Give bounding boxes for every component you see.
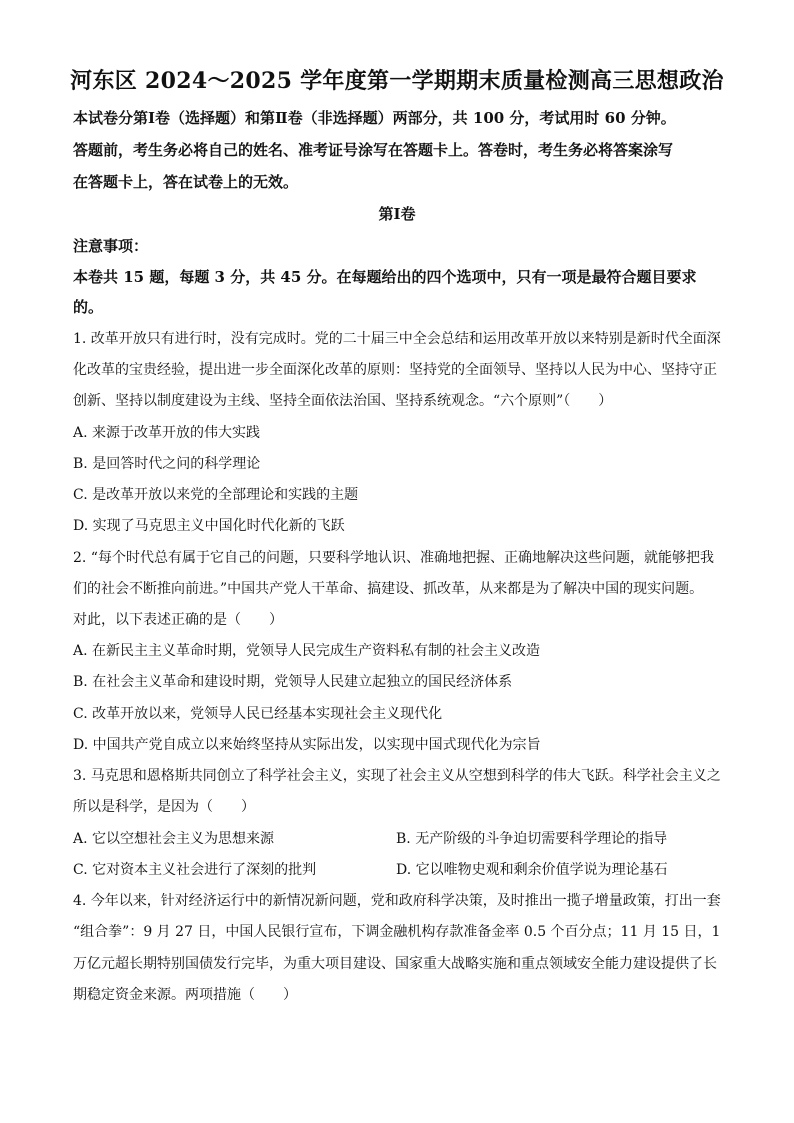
- q2-option-b: B. 在社会主义革命和建设时期，党领导人民建立起独立的国民经济体系: [73, 674, 513, 690]
- q2-option-a: A. 在新民主主义革命时期，党领导人民完成生产资料私有制的社会主义改造: [73, 643, 541, 659]
- q3-option-c: C. 它对资本主义社会进行了深刻的批判: [73, 862, 317, 878]
- q4-stem-line-4: 期稳定资金来源。两项措施（ ）: [73, 987, 297, 1003]
- q2-option-c: C. 改革开放以来，党领导人民已经基本实现社会主义现代化: [73, 706, 443, 722]
- q1-stem-line-2: 化改革的宝贵经验，提出进一步全面深化改革的原则：坚持党的全面领导、坚持以人民为中心、坚持守正: [73, 362, 717, 378]
- q1-option-a: A. 来源于改革开放的伟大实践: [73, 425, 261, 441]
- notice-heading: 注意事项：: [73, 237, 149, 255]
- q2-stem-line-3: 对此，以下表述正确的是（ ）: [73, 612, 283, 628]
- q1-stem-line-1: 1. 改革开放只有进行时，没有完成时。党的二十届三中全会总结和运用改革开放以来特别是新时代全面深: [73, 331, 721, 347]
- q1-option-d: D. 实现了马克思主义中国化时代化新的飞跃: [73, 518, 345, 534]
- intro-line-1: 本试卷分第Ⅰ卷（选择题）和第Ⅱ卷（非选择题）两部分，共 100 分，考试用时 60 分钟。: [73, 109, 676, 127]
- intro-line-2: 答题前，考生务必将自己的姓名、准考证号涂写在答题卡上。答卷时，考生务必将答案涂写: [73, 141, 674, 159]
- part-heading: 第Ⅰ卷: [378, 205, 416, 223]
- q1-stem-line-3: 创新、坚持以制度建设为主线、坚持全面依法治国、坚持系统观念。“六个原则”（ ）: [73, 393, 613, 409]
- q3-stem-line-1: 3. 马克思和恩格斯共同创立了科学社会主义，实现了社会主义从空想到科学的伟大飞跃。科学社会主义之: [73, 768, 721, 784]
- q4-stem-line-3: 万亿元超长期特别国债发行完毕，为重大项目建设、国家重大战略实施和重点领域安全能力建设提供了长: [73, 956, 717, 972]
- notice-line-1: 本卷共 15 题，每题 3 分，共 45 分。在每题给出的四个选项中，只有一项是最符合题目要求: [73, 268, 697, 286]
- q3-option-b: B. 无产阶级的斗争迫切需要科学理论的指导: [396, 831, 668, 847]
- q2-option-d: D. 中国共产党自成立以来始终坚持从实际出发，以实现中国式现代化为宗旨: [73, 737, 541, 753]
- exam-title: 河东区 2024～2025 学年度第一学期期末质量检测高三思想政治: [70, 68, 724, 94]
- q2-stem-line-2: 们的社会不断推向前进。”中国共产党人干革命、搞建设、抓改革，从来都是为了解决中国的现实问题。: [73, 581, 704, 597]
- q1-option-b: B. 是回答时代之问的科学理论: [73, 456, 261, 472]
- q2-stem-line-1: 2. “每个时代总有属于它自己的问题，只要科学地认识、准确地把握、正确地解决这些问题，就能够把我: [73, 550, 714, 566]
- q3-option-d: D. 它以唯物史观和剩余价值学说为理论基石: [396, 862, 668, 878]
- q1-option-c: C. 是改革开放以来党的全部理论和实践的主题: [73, 487, 359, 503]
- q3-stem-line-2: 所以是科学，是因为（ ）: [73, 799, 255, 815]
- intro-line-3: 在答题卡上，答在试卷上的无效。: [73, 173, 299, 191]
- q4-stem-line-1: 4. 今年以来，针对经济运行中的新情况新问题，党和政府科学决策，及时推出一揽子增量政策，打出一套: [73, 893, 721, 909]
- q4-stem-line-2: “组合拳”：9 月 27 日，中国人民银行宣布，下调金融机构存款准备金率 0.5 个百分点；11 月 15 日，1: [73, 924, 721, 940]
- notice-line-2: 的。: [73, 298, 104, 316]
- q3-option-a: A. 它以空想社会主义为思想来源: [73, 831, 275, 847]
